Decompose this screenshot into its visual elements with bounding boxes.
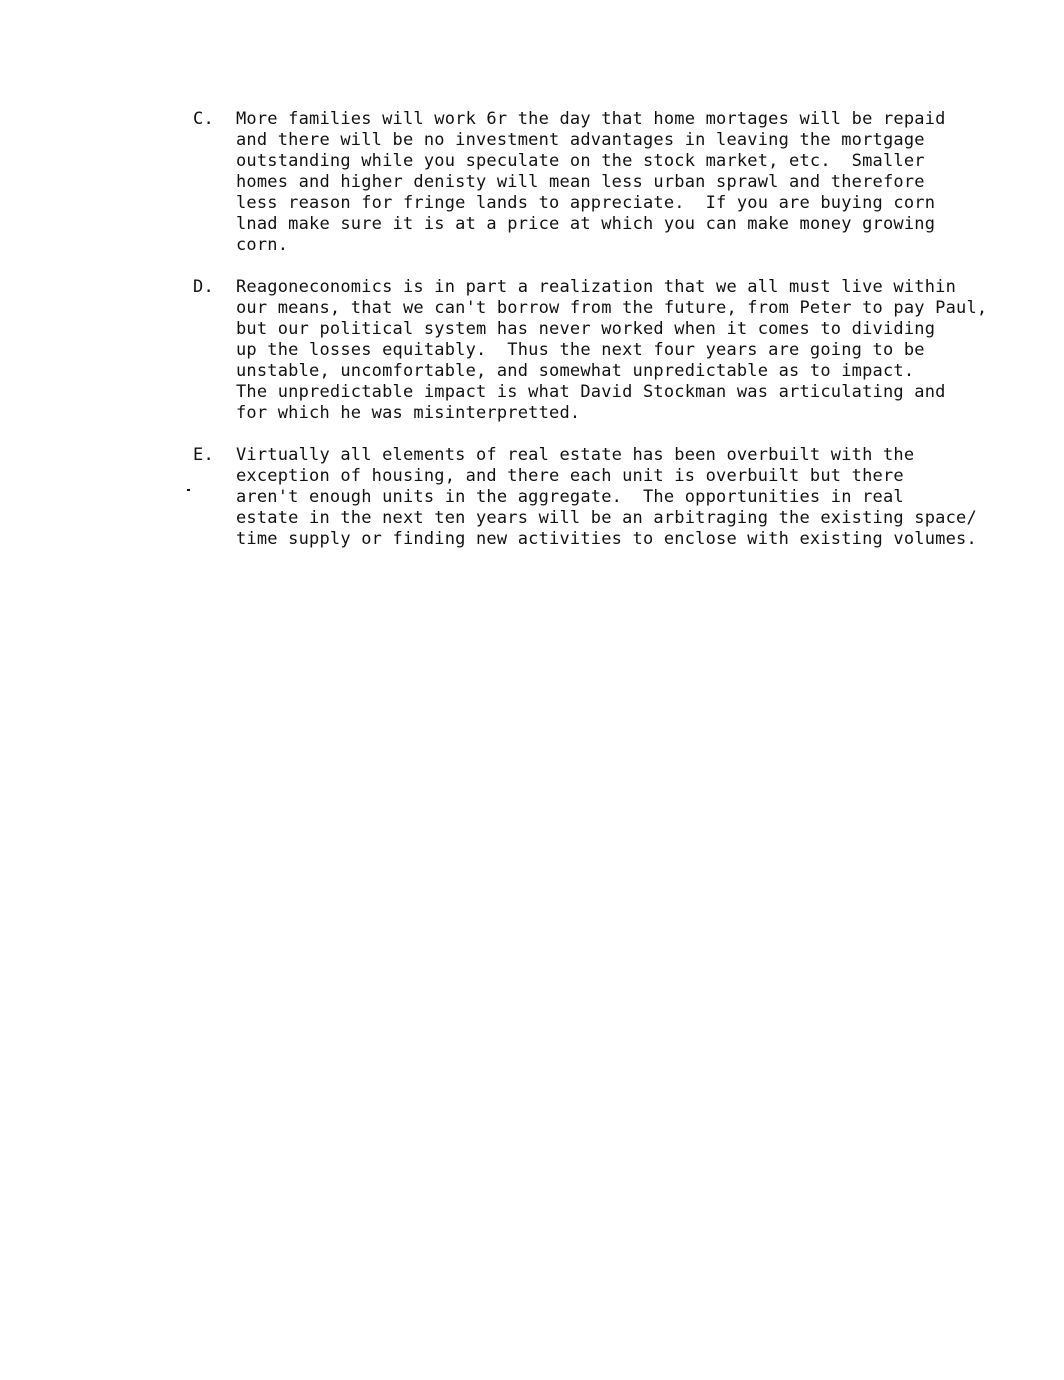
text-line: for which he was misinterpretted. (236, 403, 581, 423)
text-line: homes and higher denisty will mean less urban sprawl and therefore (236, 172, 925, 192)
text-line: corn. (236, 235, 289, 255)
text-line: Virtually all elements of real estate has been overbuilt with the (236, 445, 915, 465)
paragraph-text (236, 445, 1026, 550)
text-line: time supply or finding new activities to enclose with existing volumes. (236, 529, 977, 549)
text-line: More families will work 6r the day that home mortages will be repaid (236, 109, 946, 129)
item-letter: D. (193, 277, 215, 297)
text-line: less reason for fringe lands to appreciate. If you are buying corn (236, 193, 936, 213)
item-letter: E. (193, 445, 215, 465)
text-line: exception of housing, and there each unit is overbuilt but there (236, 466, 904, 486)
text-line: our means, that we can't borrow from the future, from Peter to pay Paul, (236, 298, 988, 318)
text-line: outstanding while you speculate on the stock market, etc. Smaller (236, 151, 925, 171)
paragraph-text (236, 109, 1026, 256)
text-line: and there will be no investment advantages in leaving the mortgage (236, 130, 925, 150)
text-line: lnad make sure it is at a price at which you can make money growing (236, 214, 936, 234)
text-line: estate in the next ten years will be an arbitraging the existing space/ (236, 508, 977, 528)
stray-ink-mark (187, 489, 190, 491)
text-line: Reagoneconomics is in part a realization that we all must live within (236, 277, 957, 297)
text-line: but our political system has never worked when it comes to dividing (236, 319, 936, 339)
text-line: aren't enough units in the aggregate. The opportunities in real (236, 487, 904, 507)
item-letter: C. (193, 109, 215, 129)
text-line: unstable, uncomfortable, and somewhat unpredictable as to impact. (236, 361, 915, 381)
text-line: up the losses equitably. Thus the next four years are going to be (236, 340, 925, 360)
paragraph-text (236, 277, 1026, 424)
text-line: The unpredictable impact is what David Stockman was articulating and (236, 382, 946, 402)
